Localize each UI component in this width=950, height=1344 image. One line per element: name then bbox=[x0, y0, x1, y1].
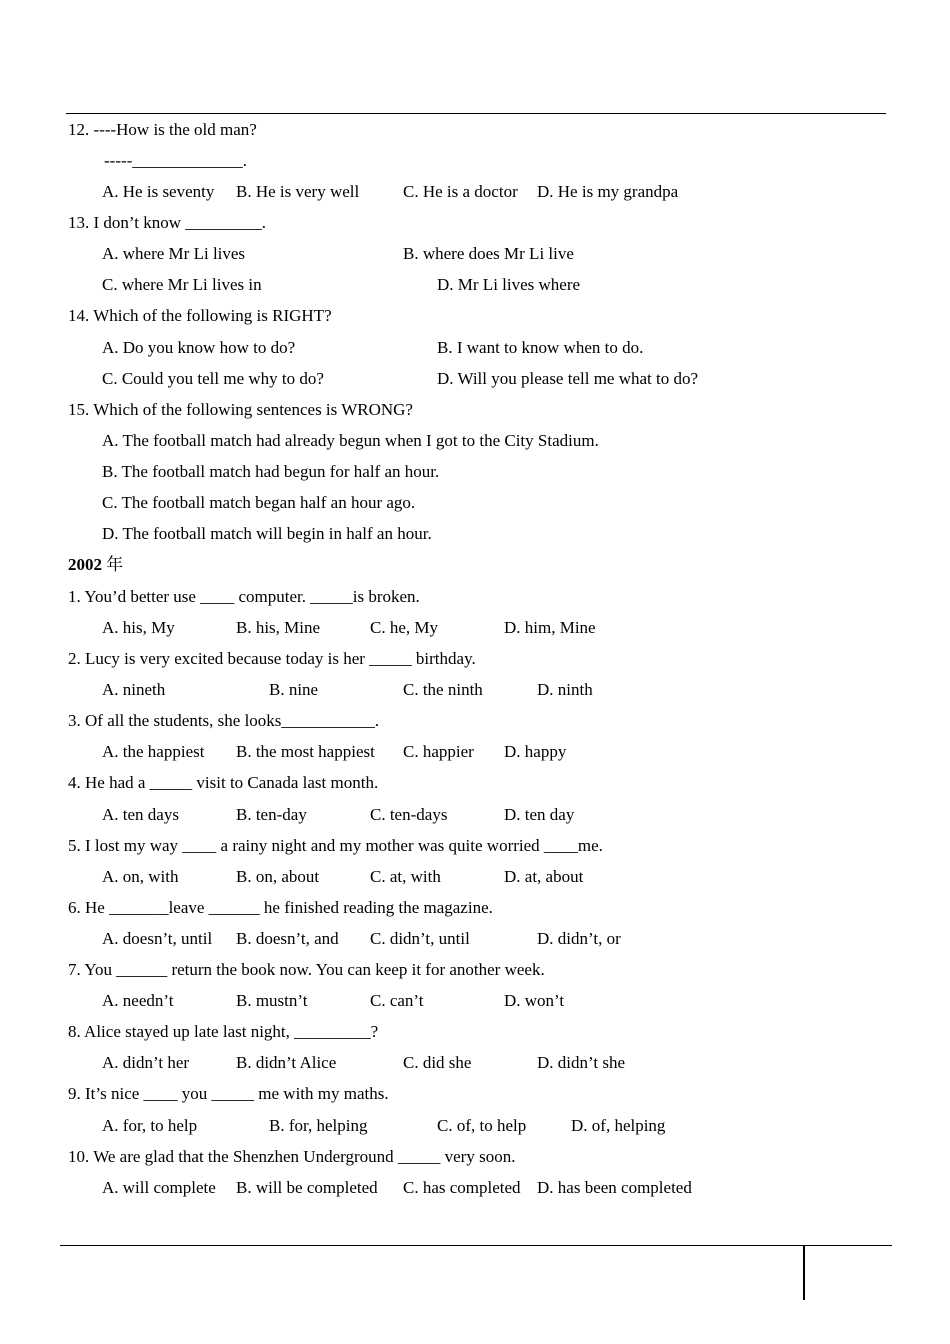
section-heading-2002 bbox=[68, 555, 123, 575]
question-12-answer-line: -----_____________. bbox=[104, 151, 248, 170]
question-13-option-c: C. where Mr Li lives in bbox=[102, 275, 262, 294]
question-2002-4-option-d: D. ten day bbox=[504, 805, 575, 824]
question-2002-9-option-a: A. for, to help bbox=[102, 1116, 198, 1135]
question-2002-10-stem: 10. We are glad that the Shenzhen Underground _____ very soon. bbox=[68, 1147, 516, 1166]
question-2002-7-option-d: D. won’t bbox=[504, 991, 565, 1010]
question-2002-7-option-c: C. can’t bbox=[370, 991, 424, 1010]
question-2002-5-option-d: D. at, about bbox=[504, 867, 584, 886]
question-2002-7-option-b: B. mustn’t bbox=[236, 991, 308, 1010]
question-15-option-d: D. The football match will begin in half an hour. bbox=[102, 524, 432, 543]
question-2002-7-option-a: A. needn’t bbox=[102, 991, 174, 1010]
question-2002-10-option-c: C. has completed bbox=[403, 1178, 521, 1197]
question-2002-8-option-d: D. didn’t she bbox=[537, 1053, 625, 1072]
footer-rule bbox=[60, 1245, 892, 1246]
question-14-option-a: A. Do you know how to do? bbox=[102, 338, 296, 357]
question-2002-4-option-a: A. ten days bbox=[102, 805, 179, 824]
question-14-option-d: D. Will you please tell me what to do? bbox=[437, 369, 699, 388]
question-2002-2-option-d: D. ninth bbox=[537, 680, 593, 699]
question-2002-6-option-a: A. doesn’t, until bbox=[102, 929, 213, 948]
question-2002-1-option-a: A. his, My bbox=[102, 618, 175, 637]
question-14-option-c: C. Could you tell me why to do? bbox=[102, 369, 324, 388]
header-rule bbox=[66, 113, 886, 114]
question-13-stem: 13. I don’t know _________. bbox=[68, 213, 267, 232]
question-2002-5-stem: 5. I lost my way ____ a rainy night and my mother was quite worried ____me. bbox=[68, 836, 603, 855]
question-2002-6-option-c: C. didn’t, until bbox=[370, 929, 470, 948]
question-2002-5-option-a: A. on, with bbox=[102, 867, 179, 886]
question-14-stem: 14. Which of the following is RIGHT? bbox=[68, 306, 332, 325]
question-2002-8-option-b: B. didn’t Alice bbox=[236, 1053, 337, 1072]
question-2002-7-stem: 7. You ______ return the book now. You can keep it for another week. bbox=[68, 960, 545, 979]
question-2002-3-option-b: B. the most happiest bbox=[236, 742, 375, 761]
question-2002-1-option-b: B. his, Mine bbox=[236, 618, 321, 637]
question-2002-8-option-c: C. did she bbox=[403, 1053, 472, 1072]
question-12-option-d: D. He is my grandpa bbox=[537, 182, 679, 201]
question-13-option-b: B. where does Mr Li live bbox=[403, 244, 574, 263]
question-2002-1-option-c: C. he, My bbox=[370, 618, 438, 637]
footer-divider bbox=[803, 1245, 805, 1300]
question-2002-10-option-a: A. will complete bbox=[102, 1178, 216, 1197]
question-2002-6-stem: 6. He _______leave ______ he finished reading the magazine. bbox=[68, 898, 493, 917]
question-2002-2-stem: 2. Lucy is very excited because today is her _____ birthday. bbox=[68, 649, 476, 668]
question-2002-8-option-a: A. didn’t her bbox=[102, 1053, 190, 1072]
question-2002-1-stem: 1. You’d better use ____ computer. _____is broken. bbox=[68, 587, 420, 606]
question-2002-10-option-d: D. has been completed bbox=[537, 1178, 692, 1197]
question-2002-5-option-c: C. at, with bbox=[370, 867, 441, 886]
question-14-option-b: B. I want to know when to do. bbox=[437, 338, 644, 357]
question-15-option-a: A. The football match had already begun when I got to the City Stadium. bbox=[102, 431, 599, 450]
question-2002-2-option-a: A. nineth bbox=[102, 680, 166, 699]
question-2002-3-option-d: D. happy bbox=[504, 742, 567, 761]
question-2002-3-stem: 3. Of all the students, she looks___________. bbox=[68, 711, 380, 730]
question-2002-3-option-c: C. happier bbox=[403, 742, 474, 761]
question-2002-10-option-b: B. will be completed bbox=[236, 1178, 378, 1197]
question-12-option-b: B. He is very well bbox=[236, 182, 360, 201]
question-2002-2-option-c: C. the ninth bbox=[403, 680, 483, 699]
section-year-suffix: 年 bbox=[102, 555, 124, 574]
question-13-option-d: D. Mr Li lives where bbox=[437, 275, 581, 294]
question-12-stem: 12. ----How is the old man? bbox=[68, 120, 257, 139]
question-2002-6-option-b: B. doesn’t, and bbox=[236, 929, 339, 948]
question-2002-4-option-b: B. ten-day bbox=[236, 805, 307, 824]
question-2002-3-option-a: A. the happiest bbox=[102, 742, 205, 761]
section-year: 2002 bbox=[68, 555, 102, 574]
question-15-option-b: B. The football match had begun for half an hour. bbox=[102, 462, 440, 481]
question-12-option-c: C. He is a doctor bbox=[403, 182, 518, 201]
question-2002-6-option-d: D. didn’t, or bbox=[537, 929, 621, 948]
question-2002-2-option-b: B. nine bbox=[269, 680, 319, 699]
question-2002-4-option-c: C. ten-days bbox=[370, 805, 448, 824]
question-12-option-a: A. He is seventy bbox=[102, 182, 215, 201]
question-2002-9-option-c: C. of, to help bbox=[437, 1116, 527, 1135]
question-2002-5-option-b: B. on, about bbox=[236, 867, 320, 886]
question-2002-1-option-d: D. him, Mine bbox=[504, 618, 596, 637]
question-15-stem: 15. Which of the following sentences is WRONG? bbox=[68, 400, 413, 419]
question-2002-8-stem: 8. Alice stayed up late last night, _________? bbox=[68, 1022, 379, 1041]
question-2002-9-option-d: D. of, helping bbox=[571, 1116, 666, 1135]
question-2002-4-stem: 4. He had a _____ visit to Canada last month. bbox=[68, 773, 379, 792]
question-13-option-a: A. where Mr Li lives bbox=[102, 244, 246, 263]
question-2002-9-option-b: B. for, helping bbox=[269, 1116, 368, 1135]
question-15-option-c: C. The football match began half an hour ago. bbox=[102, 493, 416, 512]
question-2002-9-stem: 9. It’s nice ____ you _____ me with my maths. bbox=[68, 1084, 389, 1103]
